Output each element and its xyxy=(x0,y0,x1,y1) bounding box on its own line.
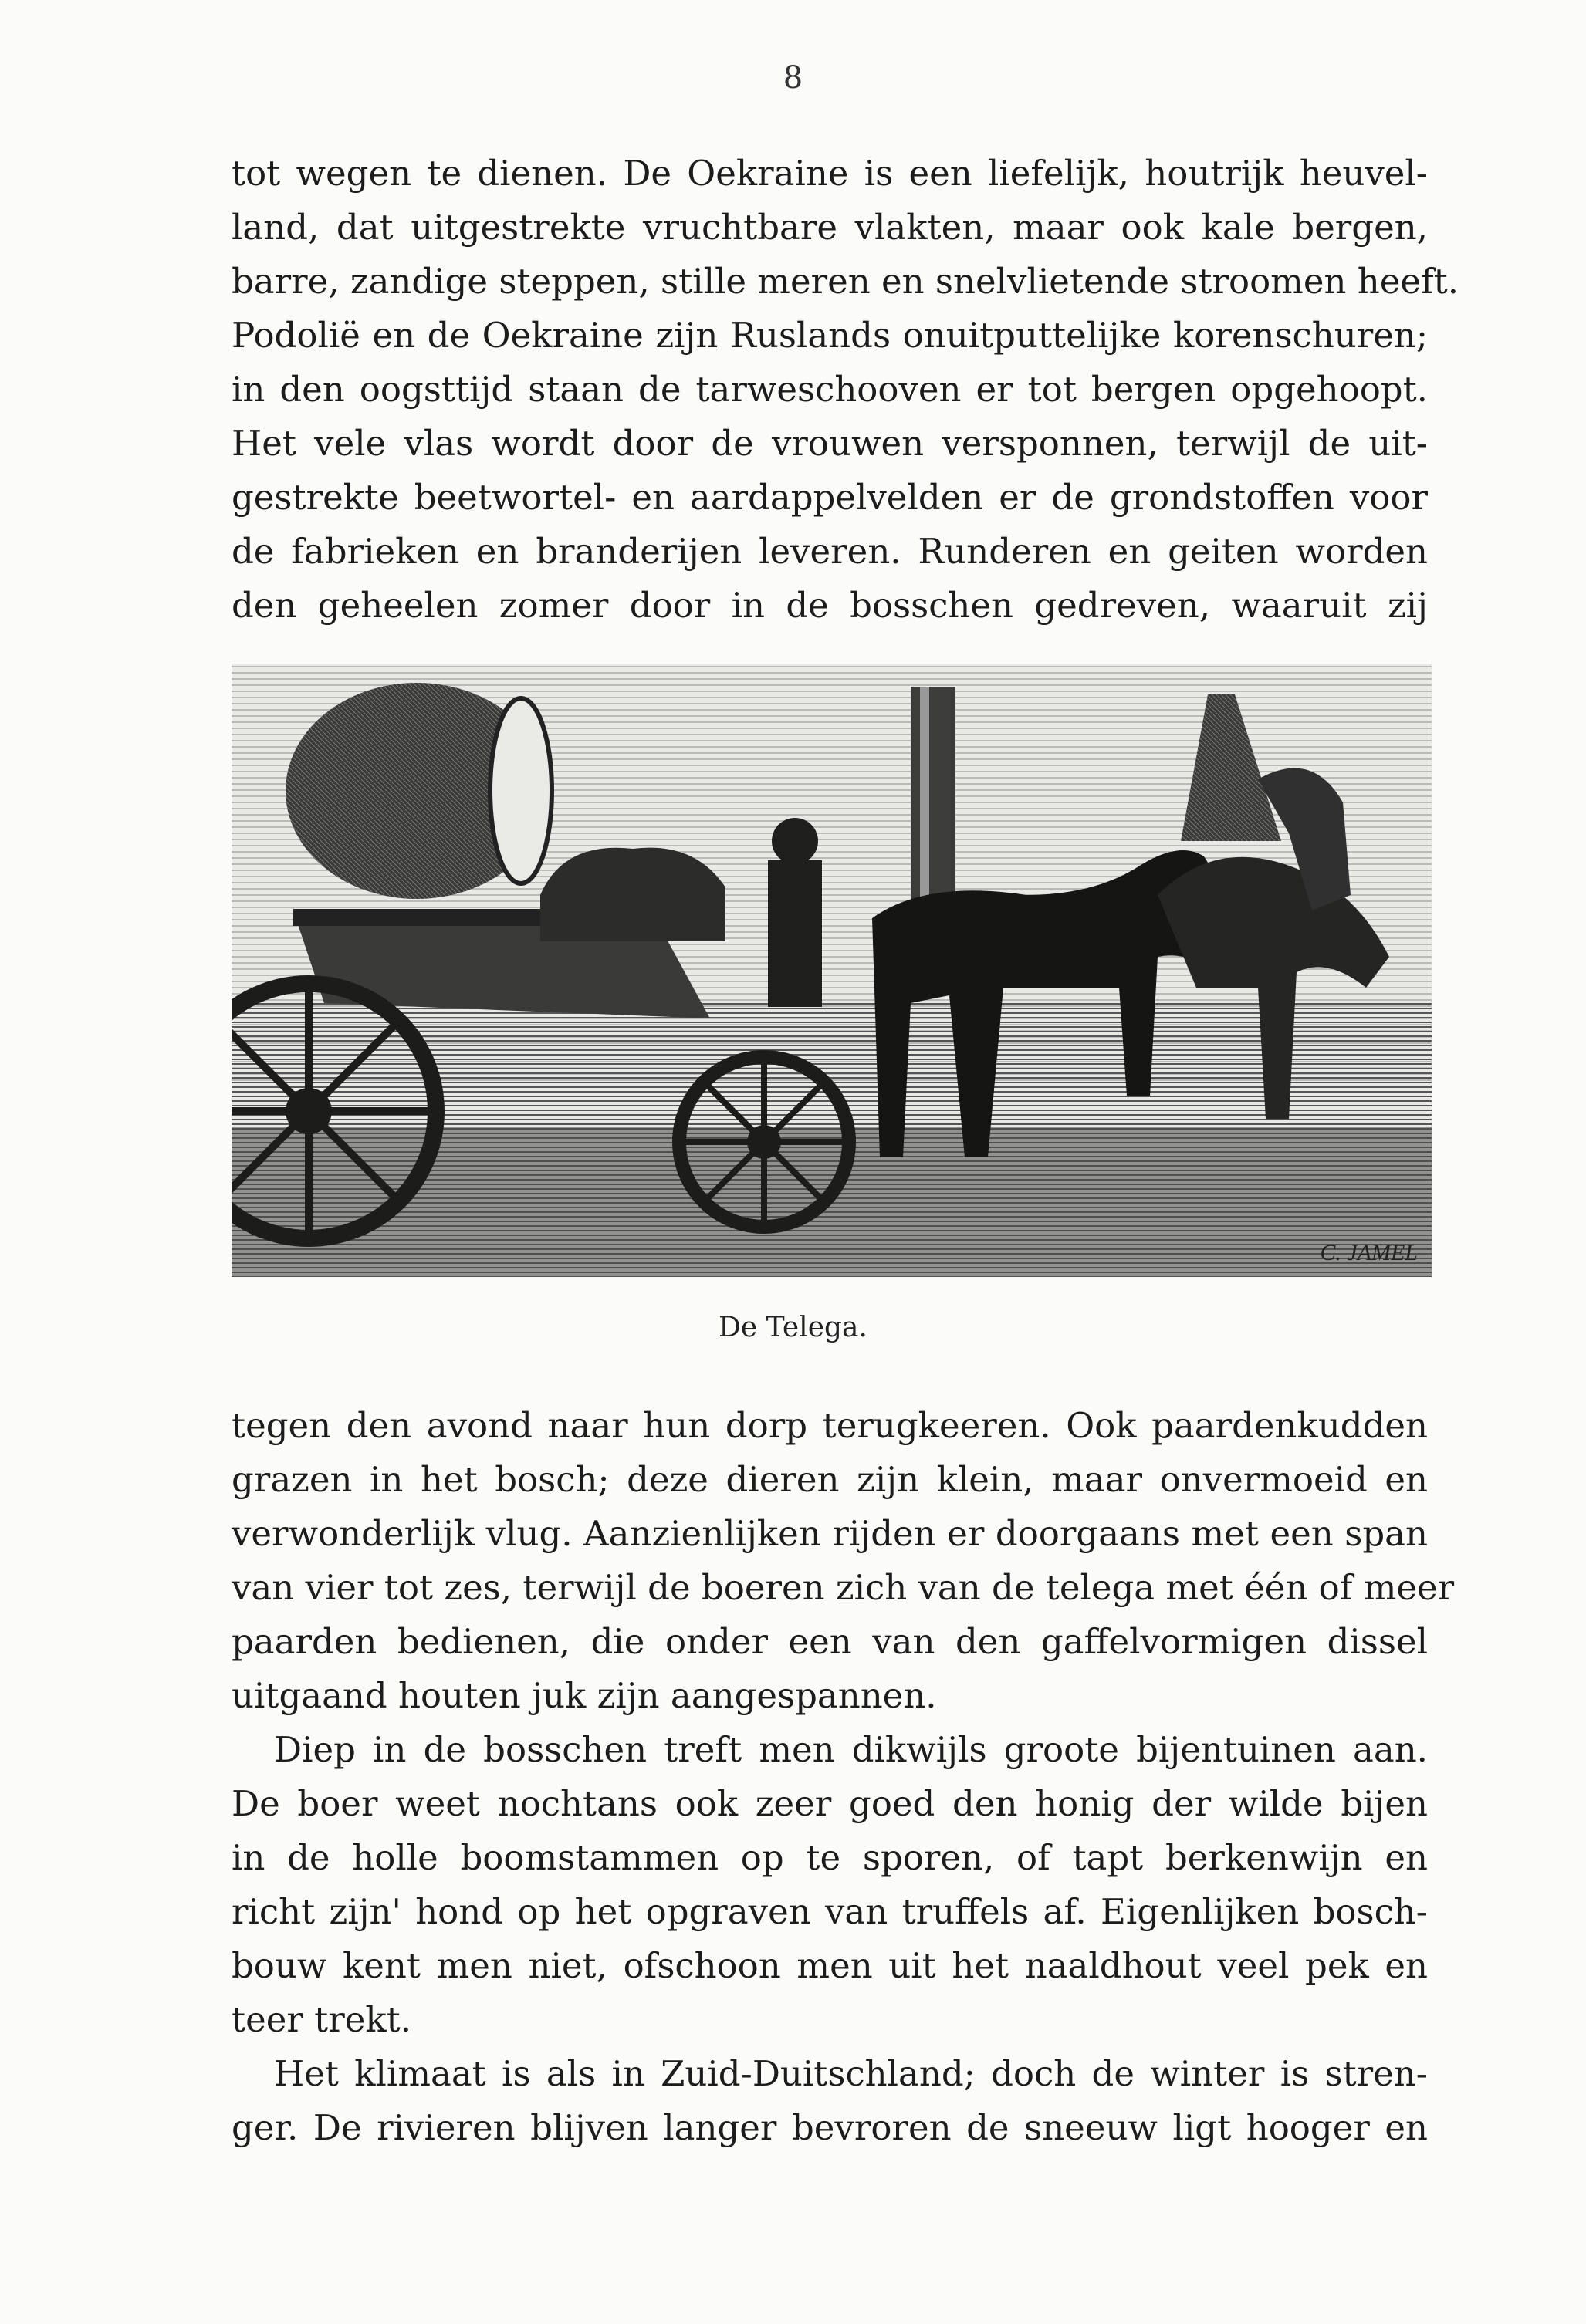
text-line: teer trekt. xyxy=(232,1999,412,2040)
text-line: tot wegen te dienen. De Oekraine is een liefelijk, houtrijk heuvel- xyxy=(232,153,1428,194)
text-line: bouw kent men niet, ofschoon men uit het naaldhout veel pek en xyxy=(232,1945,1428,1986)
text-line: land, dat uitgestrekte vruchtbare vlakten, maar ook kale bergen, xyxy=(232,207,1428,248)
text-line: gestrekte beetwortel- en aardappelvelden er de grondstoffen voor xyxy=(232,477,1428,518)
text-line: Het klimaat is als in Zuid-Duitschland; doch de winter is stren- xyxy=(274,2053,1428,2094)
text-line: verwonderlijk vlug. Aanzienlijken rijden er doorgaans met een span xyxy=(232,1513,1428,1554)
text-line: grazen in het bosch; deze dieren zijn klein, maar onvermoeid en xyxy=(232,1459,1428,1500)
wagon-canopy-opening xyxy=(490,698,552,883)
illustration-caption: De Telega. xyxy=(719,1312,867,1343)
text-line: de fabrieken en branderijen leveren. Runderen en geiten worden xyxy=(232,531,1428,572)
text-line: Podolië en de Oekraine zijn Ruslands onuitputtelijke korenschuren; xyxy=(232,315,1428,356)
text-line: Diep in de bosschen treft men dikwijls groote bijentuinen aan. xyxy=(274,1729,1428,1770)
driver-head xyxy=(772,818,818,864)
text-line: tegen den avond naar hun dorp terugkeeren. Ook paardenkudden xyxy=(232,1405,1428,1446)
body-text-top xyxy=(232,147,1459,633)
driver-figure xyxy=(768,860,822,1007)
wagon-load xyxy=(540,848,725,941)
text-line: den geheelen zomer door in de bosschen gedreven, waaruit zij xyxy=(232,585,1428,626)
text-line: richt zijn' hond op het opgraven van truffels af. Eigenlijken bosch- xyxy=(232,1891,1428,1932)
artist-signature: C. JAMEL xyxy=(1320,1240,1418,1265)
text-line: in de holle boomstammen op te sporen, of tapt berkenwijn en xyxy=(232,1837,1428,1878)
engraving-artwork xyxy=(232,664,1432,1277)
text-line: van vier tot zes, terwijl de boeren zich van de telega met één of meer xyxy=(232,1567,1455,1608)
front-wheel-spokes xyxy=(679,1057,849,1227)
text-line: uitgaand houten juk zijn aangespannen. xyxy=(232,1675,937,1716)
text-line: Het vele vlas wordt door de vrouwen versponnen, terwijl de uit- xyxy=(232,423,1428,464)
text-line: ger. De rivieren blijven langer bevroren de sneeuw ligt hooger en xyxy=(232,2107,1428,2148)
page-number: 8 xyxy=(783,60,803,96)
body-text-bottom xyxy=(232,1399,1455,2155)
text-line: paarden bedienen, die onder een van den gaffelvormigen dissel xyxy=(232,1621,1428,1662)
text-line: in den oogsttijd staan de tarweschooven er tot bergen opgehoopt. xyxy=(232,369,1428,410)
text-line: barre, zandige steppen, stille meren en snelvlietende stroomen heeft. xyxy=(232,261,1459,302)
text-line: De boer weet nochtans ook zeer goed den honig der wilde bijen xyxy=(232,1783,1428,1824)
telega-engraving xyxy=(232,664,1432,1277)
